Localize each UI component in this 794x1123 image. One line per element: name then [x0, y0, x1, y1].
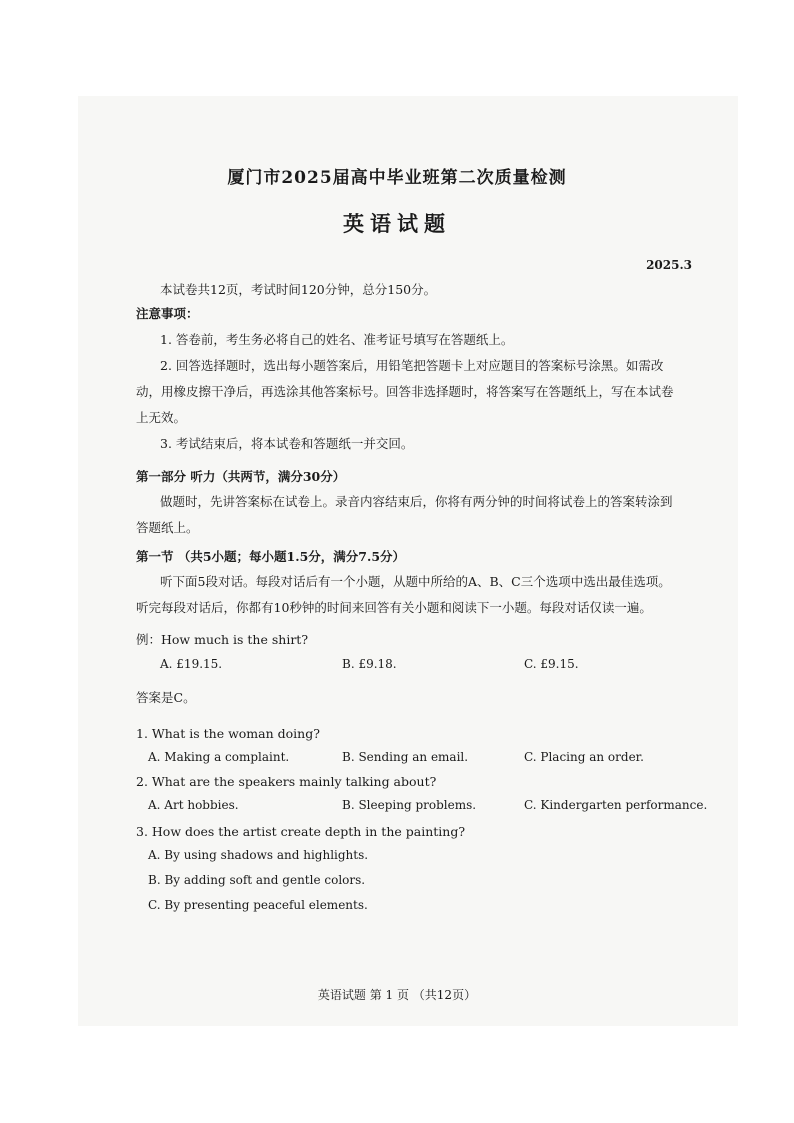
notice-item: 上无效。 [136, 410, 187, 425]
exam-title: 厦门市2025届高中毕业班第二次质量检测 [227, 168, 567, 188]
exam-intro: 本试卷共12页，考试时间120分钟，总分150分。 [160, 282, 437, 297]
notice-item: 1. 答卷前，考生务必将自己的姓名、准考证号填写在答题纸上。 [160, 332, 514, 347]
question-2-option-b: B. Sleeping problems. [342, 798, 477, 812]
part1-heading: 第一部分 听力（共两节，满分30分） [136, 469, 346, 484]
question-3-option-c: C. By presenting peaceful elements. [148, 898, 368, 912]
question-2-option-c: C. Kindergarten performance. [524, 798, 708, 812]
notice-item: 2. 回答选择题时，选出每小题答案后，用铅笔把答题卡上对应题目的答案标号涂黑。如需改 [160, 358, 664, 373]
example-question: 例：How much is the shirt? [136, 632, 309, 647]
page-footer: 英语试题 第 1 页 （共12页） [317, 988, 477, 1002]
example-option-c: C. £9.15. [524, 657, 579, 671]
part1-instruction: 做题时，先讲答案标在试卷上。录音内容结束后，你将有两分钟的时间将试卷上的答案转涂到 [160, 494, 673, 509]
part1-instruction: 答题纸上。 [136, 520, 199, 535]
question-2: 2. What are the speakers mainly talking about? [136, 774, 437, 789]
question-1-option-b: B. Sending an email. [342, 750, 469, 764]
question-1-option-c: C. Placing an order. [524, 750, 644, 764]
notice-heading: 注意事项： [136, 306, 199, 321]
exam-date: 2025.3 [646, 258, 692, 272]
question-1-option-a: A. Making a complaint. [148, 750, 290, 764]
example-answer: 答案是C。 [136, 690, 196, 705]
example-option-b: B. £9.18. [342, 657, 397, 671]
question-3-option-b: B. By adding soft and gentle colors. [148, 873, 366, 887]
section1-instruction: 听下面5段对话。每段对话后有一个小题，从题中所给的A、B、C三个选项中选出最佳选项。 [160, 574, 671, 589]
section1-instruction: 听完每段对话后，你都有10秒钟的时间来回答有关小题和阅读下一小题。每段对话仅读一遍。 [136, 600, 652, 615]
notice-item: 动，用橡皮擦干净后，再选涂其他答案标号。回答非选择题时，将答案写在答题纸上，写在本试卷 [136, 384, 674, 399]
question-1: 1. What is the woman doing? [136, 726, 320, 741]
question-3: 3. How does the artist create depth in the painting? [136, 824, 466, 839]
section1-heading: 第一节 （共5小题；每小题1.5分，满分7.5分） [136, 549, 406, 564]
question-2-option-a: A. Art hobbies. [148, 798, 239, 812]
example-option-a: A. £19.15. [160, 657, 223, 671]
question-3-option-a: A. By using shadows and highlights. [148, 848, 369, 862]
exam-subtitle: 英语试题 [343, 211, 451, 236]
notice-item: 3. 考试结束后，将本试卷和答题纸一并交回。 [160, 436, 414, 451]
